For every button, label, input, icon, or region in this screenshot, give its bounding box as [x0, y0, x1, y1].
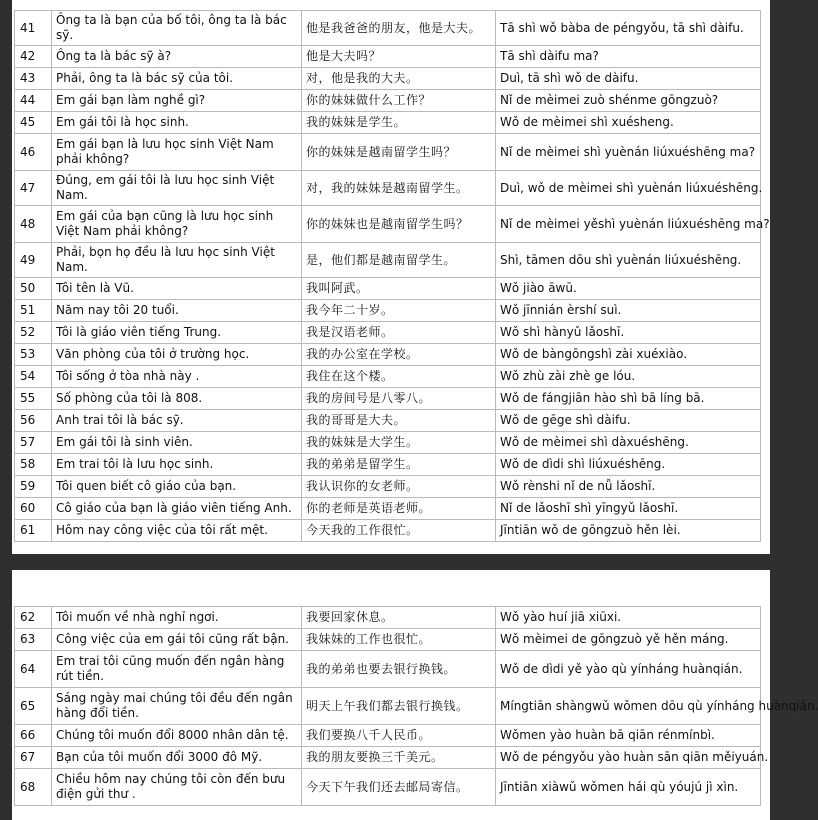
table-row	[15, 206, 761, 243]
table-row	[15, 629, 761, 651]
pinyin-cell: Wǒ de dìdi yě yào qù yínháng huànqián.	[496, 651, 761, 688]
chinese-cell: 我的妹妹是学生。	[302, 112, 496, 134]
row-number: 65	[15, 688, 52, 725]
pinyin-cell: Wǒ jīnnián èrshí suì.	[496, 300, 761, 322]
pinyin-cell: Duì, wǒ de mèimei shì yuènán liúxuéshēng.	[496, 171, 761, 206]
row-number: 64	[15, 651, 52, 688]
pinyin-cell: Duì, tā shì wǒ de dàifu.	[496, 68, 761, 90]
table-row	[15, 432, 761, 454]
chinese-cell: 我的房间号是八零八。	[302, 388, 496, 410]
chinese-cell: 今天下午我们还去邮局寄信。	[302, 769, 496, 806]
row-number: 47	[15, 171, 52, 206]
pinyin-cell: Míngtiān shàngwǔ wǒmen dōu qù yínháng huànqián.	[496, 688, 761, 725]
chinese-cell: 我们要换八千人民币。	[302, 725, 496, 747]
table-row	[15, 90, 761, 112]
chinese-cell: 我住在这个楼。	[302, 366, 496, 388]
chinese-cell: 我妹妹的工作也很忙。	[302, 629, 496, 651]
phrase-table-body	[15, 607, 818, 806]
row-number: 41	[15, 11, 52, 46]
chinese-cell: 我的弟弟也要去银行换钱。	[302, 651, 496, 688]
table-row	[15, 344, 761, 366]
row-number: 61	[15, 520, 52, 542]
table-row	[15, 607, 761, 629]
pinyin-cell: Shì, tāmen dōu shì yuènán liúxuéshēng.	[496, 243, 761, 278]
row-number: 45	[15, 112, 52, 134]
row-number: 48	[15, 206, 52, 243]
pinyin-cell: Wǒ jiào āwū.	[496, 278, 761, 300]
vietnamese-cell: Em trai tôi là lưu học sinh.	[52, 454, 302, 476]
chinese-cell: 对，我的妹妹是越南留学生。	[302, 171, 496, 206]
vietnamese-cell: Đúng, em gái tôi là lưu học sinh Việt Nam.	[52, 171, 302, 206]
vietnamese-cell: Ông ta là bác sỹ à?	[52, 46, 302, 68]
vietnamese-cell: Sáng ngày mai chúng tôi đều đến ngân hàng đổi tiền.	[52, 688, 302, 725]
pinyin-cell: Wǒ rènshi nǐ de nǚ lǎoshī.	[496, 476, 761, 498]
chinese-cell: 他是我爸爸的朋友，他是大夫。	[302, 11, 496, 46]
pinyin-cell: Wǒ de péngyǒu yào huàn sān qiān měiyuán.	[496, 747, 761, 769]
table-row	[15, 171, 761, 206]
phrase-table-body	[15, 11, 770, 542]
document-page-2	[12, 570, 818, 820]
row-number: 66	[15, 725, 52, 747]
pinyin-cell: Wǒ shì hànyǔ lǎoshī.	[496, 322, 761, 344]
document-page-1	[12, 0, 770, 554]
pinyin-cell: Nǐ de lǎoshī shì yīngyǔ lǎoshī.	[496, 498, 761, 520]
chinese-cell: 我要回家休息。	[302, 607, 496, 629]
row-number: 59	[15, 476, 52, 498]
pinyin-cell: Wǒ de dìdi shì liúxuéshēng.	[496, 454, 761, 476]
phrase-table	[14, 606, 818, 806]
vietnamese-cell: Chúng tôi muốn đổi 8000 nhân dân tệ.	[52, 725, 302, 747]
row-number: 68	[15, 769, 52, 806]
vietnamese-cell: Bạn của tôi muốn đổi 3000 đô Mỹ.	[52, 747, 302, 769]
chinese-cell: 我的办公室在学校。	[302, 344, 496, 366]
phrase-table	[14, 10, 770, 542]
pinyin-cell: Tā shì wǒ bàba de péngyǒu, tā shì dàifu.	[496, 11, 761, 46]
vietnamese-cell: Em gái tôi là sinh viên.	[52, 432, 302, 454]
table-row	[15, 134, 761, 171]
chinese-cell: 今天我的工作很忙。	[302, 520, 496, 542]
table-row	[15, 300, 761, 322]
vietnamese-cell: Hôm nay công việc của tôi rất mệt.	[52, 520, 302, 542]
row-number: 49	[15, 243, 52, 278]
pinyin-cell: Wǒ de mèimei shì dàxuéshēng.	[496, 432, 761, 454]
table-row	[15, 11, 761, 46]
chinese-cell: 明天上午我们都去银行换钱。	[302, 688, 496, 725]
chinese-cell: 你的妹妹是越南留学生吗？	[302, 134, 496, 171]
table-row	[15, 388, 761, 410]
table-row	[15, 476, 761, 498]
table-row	[15, 651, 761, 688]
row-number: 62	[15, 607, 52, 629]
vietnamese-cell: Năm nay tôi 20 tuổi.	[52, 300, 302, 322]
vietnamese-cell: Em gái bạn làm nghề gì?	[52, 90, 302, 112]
vietnamese-cell: Phải, bọn họ đều là lưu học sinh Việt Nam.	[52, 243, 302, 278]
chinese-cell: 我的哥哥是大夫。	[302, 410, 496, 432]
chinese-cell: 你的老师是英语老师。	[302, 498, 496, 520]
chinese-cell: 是，他们都是越南留学生。	[302, 243, 496, 278]
vietnamese-cell: Văn phòng của tôi ở trường học.	[52, 344, 302, 366]
vietnamese-cell: Công việc của em gái tôi cũng rất bận.	[52, 629, 302, 651]
pinyin-cell: Nǐ de mèimei yěshì yuènán liúxuéshēng ma?	[496, 206, 761, 243]
pinyin-cell: Wǒ de mèimei shì xuésheng.	[496, 112, 761, 134]
chinese-cell: 我今年二十岁。	[302, 300, 496, 322]
chinese-cell: 我的弟弟是留学生。	[302, 454, 496, 476]
pinyin-cell: Nǐ de mèimei zuò shénme gōngzuò?	[496, 90, 761, 112]
table-row	[15, 112, 761, 134]
row-number: 54	[15, 366, 52, 388]
chinese-cell: 我的妹妹是大学生。	[302, 432, 496, 454]
row-number: 55	[15, 388, 52, 410]
table-row	[15, 520, 761, 542]
table-row	[15, 410, 761, 432]
vietnamese-cell: Phải, ông ta là bác sỹ của tôi.	[52, 68, 302, 90]
table-row	[15, 454, 761, 476]
table-row	[15, 769, 761, 806]
table-row	[15, 322, 761, 344]
table-row	[15, 747, 761, 769]
chinese-cell: 你的妹妹做什么工作？	[302, 90, 496, 112]
chinese-cell: 对，他是我的大夫。	[302, 68, 496, 90]
pinyin-cell: Wǒ de fángjiān hào shì bā líng bā.	[496, 388, 761, 410]
table-row	[15, 366, 761, 388]
row-number: 67	[15, 747, 52, 769]
pinyin-cell: Tā shì dàifu ma?	[496, 46, 761, 68]
row-number: 51	[15, 300, 52, 322]
pinyin-cell: Wǒ mèimei de gōngzuò yě hěn máng.	[496, 629, 761, 651]
vietnamese-cell: Tôi tên là Vũ.	[52, 278, 302, 300]
table-row	[15, 46, 761, 68]
row-number: 60	[15, 498, 52, 520]
chinese-cell: 他是大夫吗？	[302, 46, 496, 68]
vietnamese-cell: Tôi sống ở tòa nhà này .	[52, 366, 302, 388]
table-row	[15, 688, 761, 725]
vietnamese-cell: Chiều hôm nay chúng tôi còn đến bưu điện gửi thư .	[52, 769, 302, 806]
row-number: 52	[15, 322, 52, 344]
vietnamese-cell: Ông ta là bạn của bố tôi, ông ta là bác sỹ.	[52, 11, 302, 46]
chinese-cell: 我的朋友要换三千美元。	[302, 747, 496, 769]
chinese-cell: 你的妹妹也是越南留学生吗？	[302, 206, 496, 243]
pinyin-cell: Jīntiān wǒ de gōngzuò hěn lèi.	[496, 520, 761, 542]
table-row	[15, 725, 761, 747]
chinese-cell: 我认识你的女老师。	[302, 476, 496, 498]
table-row	[15, 68, 761, 90]
pinyin-cell: Nǐ de mèimei shì yuènán liúxuéshēng ma?	[496, 134, 761, 171]
vietnamese-cell: Tôi quen biết cô giáo của bạn.	[52, 476, 302, 498]
vietnamese-cell: Em gái bạn là lưu học sinh Việt Nam phải không?	[52, 134, 302, 171]
chinese-cell: 我是汉语老师。	[302, 322, 496, 344]
pinyin-cell: Jīntiān xiàwǔ wǒmen hái qù yóujú jì xìn.	[496, 769, 761, 806]
row-number: 57	[15, 432, 52, 454]
chinese-cell: 我叫阿武。	[302, 278, 496, 300]
row-number: 42	[15, 46, 52, 68]
row-number: 53	[15, 344, 52, 366]
vietnamese-cell: Em trai tôi cũng muốn đến ngân hàng rút tiền.	[52, 651, 302, 688]
row-number: 44	[15, 90, 52, 112]
row-number: 56	[15, 410, 52, 432]
table-row	[15, 278, 761, 300]
row-number: 50	[15, 278, 52, 300]
pinyin-cell: Wǒmen yào huàn bā qiān rénmínbì.	[496, 725, 761, 747]
vietnamese-cell: Em gái tôi là học sinh.	[52, 112, 302, 134]
vietnamese-cell: Anh trai tôi là bác sỹ.	[52, 410, 302, 432]
vietnamese-cell: Số phòng của tôi là 808.	[52, 388, 302, 410]
table-row	[15, 498, 761, 520]
pinyin-cell: Wǒ yào huí jiā xiūxi.	[496, 607, 761, 629]
row-number: 43	[15, 68, 52, 90]
vietnamese-cell: Cô giáo của bạn là giáo viên tiếng Anh.	[52, 498, 302, 520]
vietnamese-cell: Em gái của bạn cũng là lưu học sinh Việt Nam phải không?	[52, 206, 302, 243]
row-number: 63	[15, 629, 52, 651]
row-number: 58	[15, 454, 52, 476]
pinyin-cell: Wǒ zhù zài zhè ge lóu.	[496, 366, 761, 388]
pinyin-cell: Wǒ de bàngōngshì zài xuéxiào.	[496, 344, 761, 366]
table-row	[15, 243, 761, 278]
row-number: 46	[15, 134, 52, 171]
vietnamese-cell: Tôi là giáo viên tiếng Trung.	[52, 322, 302, 344]
pinyin-cell: Wǒ de gēge shì dàifu.	[496, 410, 761, 432]
vietnamese-cell: Tôi muốn về nhà nghỉ ngơi.	[52, 607, 302, 629]
